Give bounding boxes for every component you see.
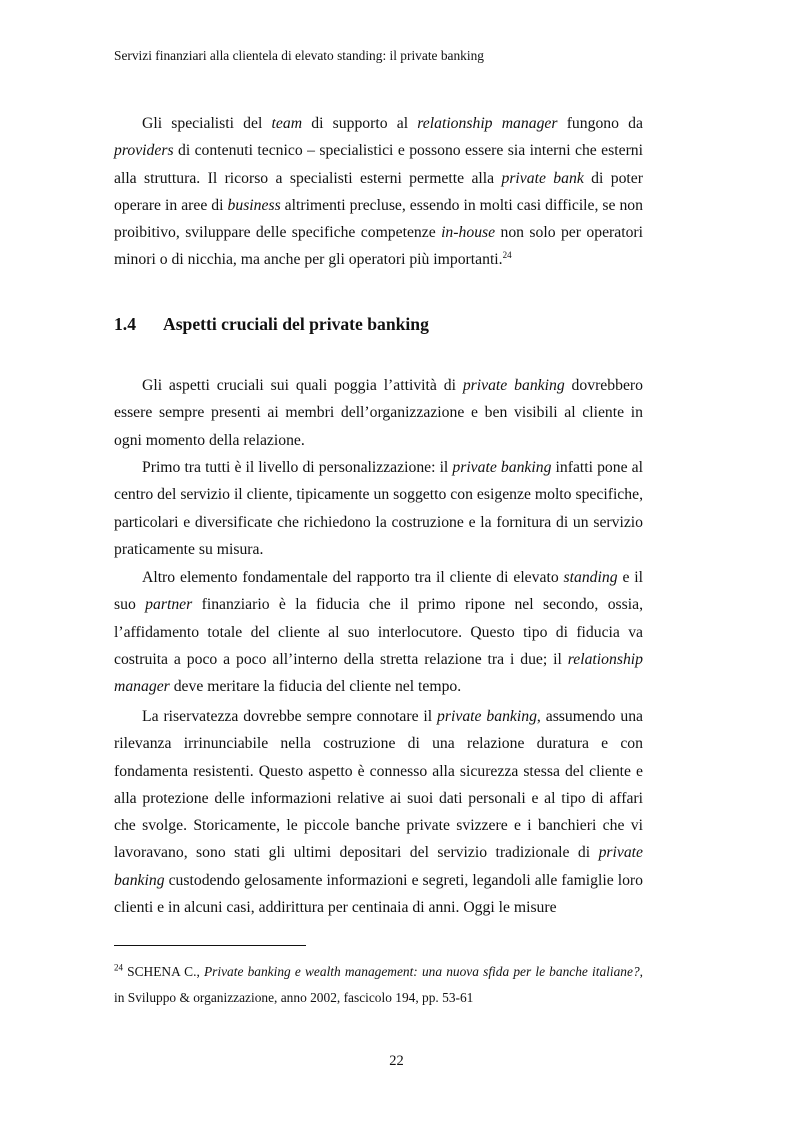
page-number: 22	[389, 1053, 404, 1069]
footnote-reference: 24	[502, 250, 512, 261]
section-heading	[114, 312, 429, 336]
paragraph-specialists: Gli specialisti del team di supporto al relationship manager fungono da providers di contenuti tecnico – specialistici e possono essere sia interni che esterni alla struttura. Il ricorso a specialisti esterni permette alla private bank di poter operare in aree di business altrimenti precluse, essendo in molti casi difficile, se non proibitivo, sviluppare delle specifiche competenze in-house non solo per operatori minori o di nicchia, ma anche per gli operatori più importanti.$^{24}$	[114, 115, 643, 269]
paragraph-confidentiality: La riservatezza dovrebbe sempre connotare il private banking, assumendo una rilevanza irrinunciabile nella costruzione di una relazione duratura e con fondamenta resistenti. Questo aspetto è connesso alla sicurezza stessa del cliente e alla protezione delle informazioni relative ai suoi dati personali e al tipo di affari che svolge. Storicamente, le piccole banche private svizzere e i banchieri che vi lavoravano, sono stati gli ultimi depositari del servizio tradizionale di private banking custodendo gelosamente informazioni e segreti, legandoli alle famiglie loro clienti e in alcuni casi, addirittura per centinaia di anni. Oggi le misure	[114, 708, 643, 917]
paragraph-trust: Altro elemento fondamentale del rapporto tra il cliente di elevato standing e il suo partner finanziario è la fiducia che il primo ripone nel secondo, ossia, l’affidamento totale del cliente al suo interlocutore. Questo tipo di fiducia va costruita a poco a poco all’interno della stretta relazione tra i due; il relationship manager deve meritare la fiducia del cliente nel tempo.	[114, 569, 643, 696]
section-number: 1.4	[114, 314, 136, 334]
running-header: Servizi finanziari alla clientela di elevato standing: il private banking	[114, 48, 484, 63]
paragraph-crucial-aspects: Gli aspetti cruciali sui quali poggia l’attività di private banking dovrebbero essere sempre presenti ai membri dell’organizzazione e ben visibili al cliente in ogni momento della relazione.	[114, 377, 643, 449]
footnote-separator	[114, 945, 306, 946]
footnote-number: 24	[114, 962, 123, 973]
paragraph-personalization: Primo tra tutti è il livello di personalizzazione: il private banking infatti pone al centro del servizio il cliente, tipicamente un soggetto con esigenze molto specifiche, particolari e diversificate che richiedono la costruzione e la fornitura di un servizio praticamente su misura.	[114, 459, 643, 558]
section-title: Aspetti cruciali del private banking	[163, 314, 429, 334]
footnote: $^{24}$ SCHENA C., Private banking e wealth management: una nuova sfida per le banche italiane?, in Sviluppo & organizzazione, anno 2002, fascicolo 194, pp. 53-61	[114, 962, 643, 1005]
